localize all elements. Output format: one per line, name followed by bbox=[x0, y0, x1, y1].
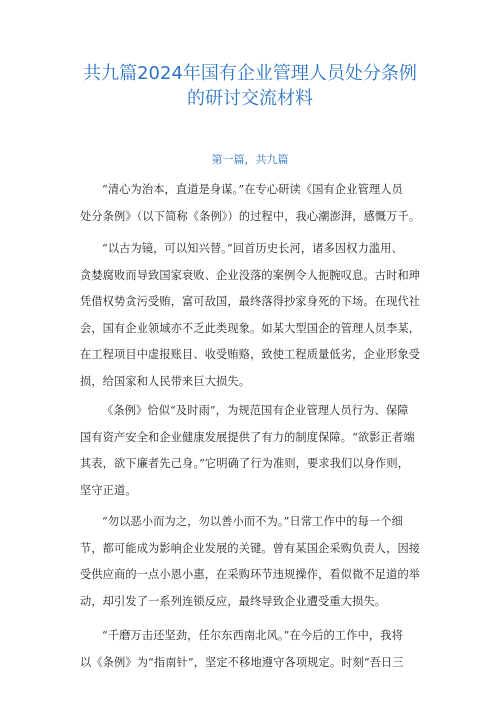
paragraph-line: 节，都可能成为影响企业发展的关键。曾有某国企采购负责人，因接 bbox=[80, 541, 421, 555]
paragraph-line: 国有资产安全和企业健康发展提供了有力的制度保障。“欲影正者端 bbox=[80, 430, 415, 444]
paragraph-line: “千磨万击还坚劲，任尔东西南北风。”在今后的工作中，我将 bbox=[102, 629, 403, 642]
paragraph-line: 凭借权势贪污受贿，富可敌国，最终落得抄家身死的下场。在现代社 bbox=[80, 295, 421, 308]
paragraph-line: 贪婪腐败而导致国家衰败、企业没落的案例令人扼腕叹息。古时和珅 bbox=[80, 268, 421, 282]
paragraph-line: 《条例》恰似“及时雨”，为规范国有企业管理人员行为、保障 bbox=[102, 404, 409, 417]
paragraph-3 bbox=[80, 398, 422, 504]
paragraph-2 bbox=[80, 236, 422, 395]
paragraph-4 bbox=[80, 509, 422, 615]
paragraph-line: “以古为镜，可以知兴替。”回首历史长河，诸多因权力滥用、 bbox=[102, 242, 403, 255]
document-title-line-1: 共九篇2024年国有企业管理人员处分条例 bbox=[83, 63, 417, 84]
paragraph-line: 会，国有企业领域亦不乏此类现象。如某大型国企的管理人员李某， bbox=[80, 321, 421, 335]
paragraph-line: 在工程项目中虚报账目、收受贿赂，致使工程质量低劣，企业形象受 bbox=[80, 348, 421, 361]
paragraph-line: 以《条例》为“指南针”，坚定不移地遵守各项规定。时刻“吾日三 bbox=[80, 655, 404, 669]
paragraph-5 bbox=[80, 623, 422, 676]
section-heading: 第一篇，共九篇 bbox=[211, 153, 289, 166]
document-title-line-2: 的研讨交流材料 bbox=[187, 88, 313, 109]
paragraph-line: 受供应商的一点小恩小惠，在采购环节违规操作，看似微不足道的举 bbox=[80, 568, 421, 581]
paragraph-line: 其表，欲下廉者先己身。”它明确了行为准则，要求我们以身作则， bbox=[80, 457, 410, 470]
paragraph-line: 处分条例》（以下简称《条例》）的过程中，我心潮澎湃，感慨万千。 bbox=[80, 209, 421, 223]
paragraph-line: 损，给国家和人民带来巨大损失。 bbox=[80, 374, 251, 388]
paragraph-1 bbox=[80, 177, 422, 230]
paragraph-line: 动，却引发了一系列连锁反应，最终导致企业遭受重大损失。 bbox=[80, 594, 387, 608]
paragraph-line: “清心为治本，直道是身谋。”在专心研读《国有企业管理人员 bbox=[102, 183, 403, 196]
paragraph-line: “勿以恶小而为之，勿以善小而不为。”日常工作中的每一个细 bbox=[102, 515, 403, 528]
paragraph-line: 坚守正道。 bbox=[80, 483, 137, 497]
